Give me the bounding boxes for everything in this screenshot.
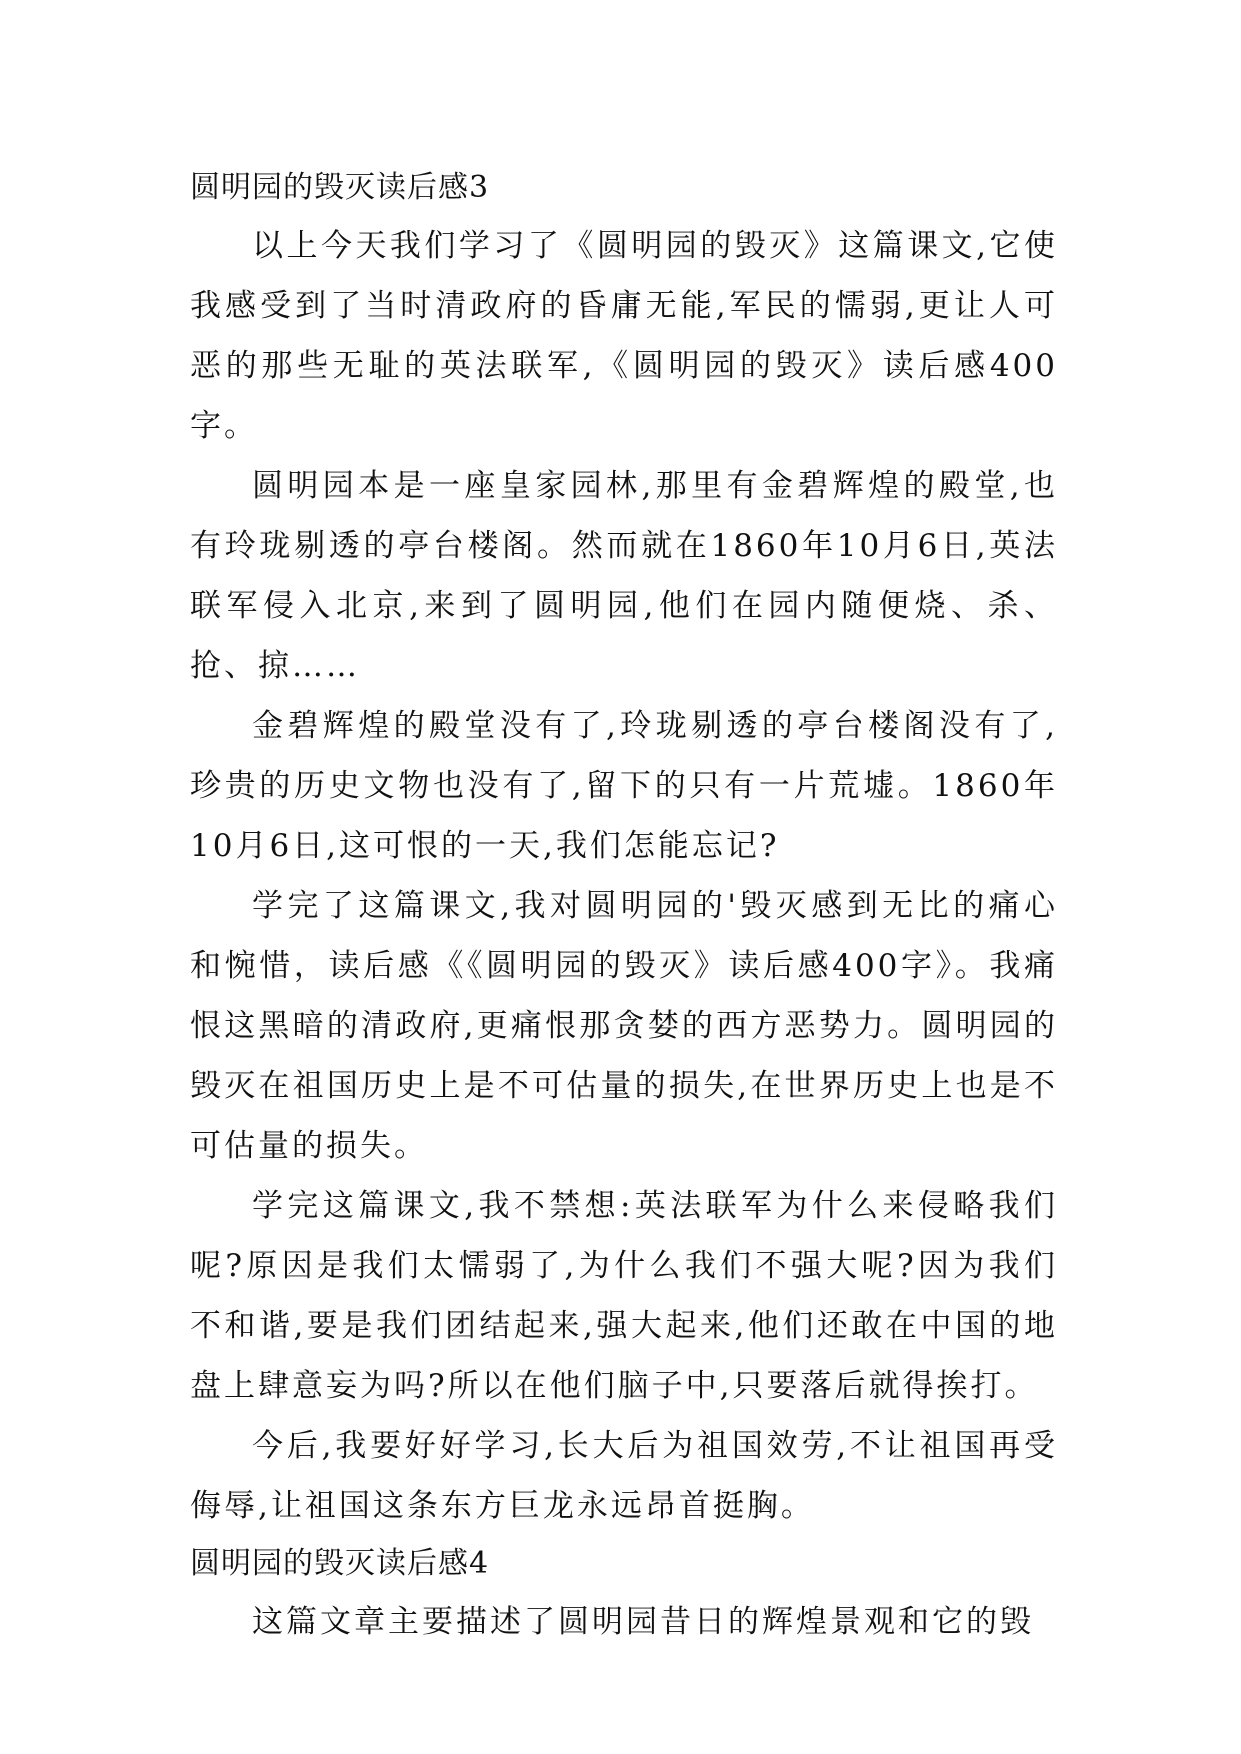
paragraph: 以上今天我们学习了《圆明园的毁灭》这篇课文,它使我感受到了当时清政府的昏庸无能,军民的懦弱,更让人可恶的那些无耻的英法联军,《圆明园的毁灭》读后感400字。 <box>190 228 1058 444</box>
paragraph: 学完了这篇课文,我对圆明园的'毁灭感到无比的痛心和惋惜，读后感《《圆明园的毁灭》读后感400字》。我痛恨这黑暗的清政府,更痛恨那贪婪的西方恶势力。圆明园的毁灭在祖国历史上是不可估量的损失,在世界历史上也是不可估量的损失。 <box>190 888 1058 1164</box>
section-heading: 圆明园的毁灭读后感3 <box>190 170 490 205</box>
paragraph: 圆明园本是一座皇家园林,那里有金碧辉煌的殿堂,也有玲珑剔透的亭台楼阁。然而就在1860年10月6日,英法联军侵入北京,来到了圆明园,他们在园内随便烧、杀、抢、掠…… <box>190 468 1058 684</box>
paragraph: 这篇文章主要描述了圆明园昔日的辉煌景观和它的毁 <box>252 1604 1034 1640</box>
document-body <box>190 160 1058 1652</box>
paragraph: 学完这篇课文,我不禁想:英法联军为什么来侵略我们呢?原因是我们太懦弱了,为什么我们不强大呢?因为我们不和谐,要是我们团结起来,强大起来,他们还敢在中国的地盘上肆意妄为吗?所以在他们脑子中,只要落后就得挨打。 <box>190 1188 1058 1404</box>
paragraph: 今后,我要好好学习,长大后为祖国效劳,不让祖国再受侮辱,让祖国这条东方巨龙永远昂首挺胸。 <box>190 1428 1058 1524</box>
paragraph: 金碧辉煌的殿堂没有了,玲珑剔透的亭台楼阁没有了,珍贵的历史文物也没有了,留下的只有一片荒墟。1860年10月6日,这可恨的一天,我们怎能忘记? <box>190 708 1058 864</box>
section-heading: 圆明园的毁灭读后感4 <box>190 1546 490 1581</box>
